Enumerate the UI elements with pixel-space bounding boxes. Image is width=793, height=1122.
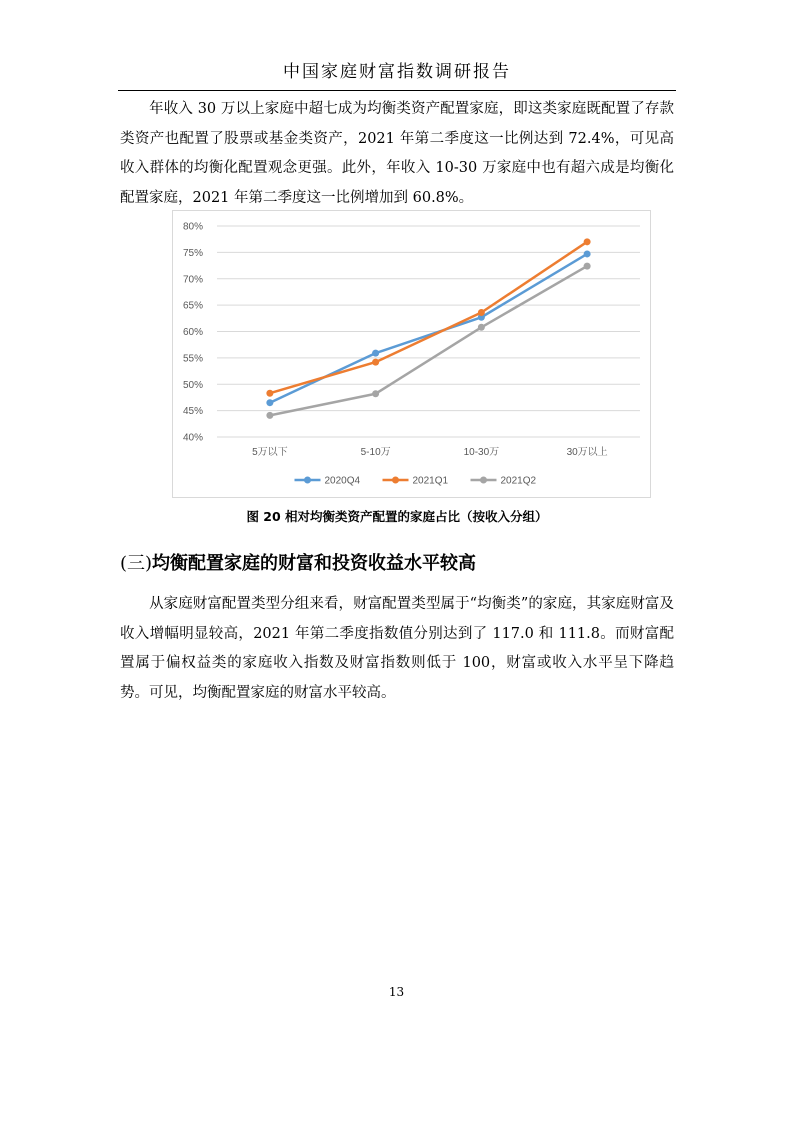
body-paragraph-2 [120,590,674,708]
legend-marker-2020Q4 [304,477,311,484]
data-point-2021Q1 [372,359,379,366]
data-point-2021Q1 [584,238,591,245]
y-tick-label: 65% [182,300,203,312]
chart-svg [173,211,652,499]
header-rule [118,90,676,91]
data-point-2020Q4 [372,350,379,357]
x-tick-label: 5-10万 [360,447,391,458]
legend-label-2020Q4: 2020Q4 [324,475,361,487]
data-point-2021Q2 [372,390,379,397]
y-tick-label: 45% [182,406,203,418]
y-tick-label: 40% [182,432,203,444]
y-tick-label: 70% [182,274,203,286]
y-tick-label: 50% [182,379,203,391]
y-tick-label: 80% [182,221,203,233]
y-tick-label: 55% [182,353,203,365]
line-chart [172,210,651,498]
x-tick-label: 5万以下 [252,447,288,458]
data-point-2021Q2 [478,324,485,331]
x-tick-label: 10-30万 [463,447,500,458]
data-point-2021Q2 [584,263,591,270]
figure-caption: 图 20 相对均衡类资产配置的家庭占比（按收入分组） [246,509,548,524]
legend-label-2021Q2: 2021Q2 [500,475,537,487]
legend-marker-2021Q1 [392,477,399,484]
running-header: 中国家庭财富指数调研报告 [283,62,511,82]
data-point-2020Q4 [584,250,591,257]
data-point-2020Q4 [266,399,273,406]
series-line-2021Q1 [270,242,587,393]
paragraph-2-text: 从家庭财富配置类型分组来看，财富配置类型属于“均衡类”的家庭，其家庭财富及收入增幅明显较高，2021 年第二季度指数值分别达到了 117.0 和 111.8。而财富配置属于偏权益类的家庭收入指数及财富指数则低于 100，财富或收入水平呈下降趋势。可见，均衡配置家庭的财富水平较高。 [120,596,674,701]
series-line-2021Q2 [270,266,587,415]
y-tick-label: 75% [182,247,203,259]
body-paragraph-1 [120,95,674,213]
section-title-text: 均衡配置家庭的财富和投资收益水平较高 [152,553,477,574]
section-heading [120,549,476,575]
page-number: 13 [388,985,405,999]
section-number: (三) [120,553,153,574]
y-tick-label: 60% [182,327,203,338]
data-point-2021Q2 [266,412,273,419]
paragraph-1-text: 年收入 30 万以上家庭中超七成为均衡类资产配置家庭，即这类家庭既配置了存款类资产也配置了股票或基金类资产，2021 年第二季度这一比例达到 72.4%，可见高收入群体的均衡化配置观念更强。此外，年收入 10-30 万家庭中也有超六成是均衡化配置家庭，2021 年第二季度这一比例增加到 60.8%。 [120,101,674,206]
x-tick-label: 30万以上 [566,447,608,458]
data-point-2021Q1 [478,309,485,316]
legend-label-2021Q1: 2021Q1 [412,475,449,487]
legend-marker-2021Q2 [480,477,487,484]
data-point-2021Q1 [266,390,273,397]
